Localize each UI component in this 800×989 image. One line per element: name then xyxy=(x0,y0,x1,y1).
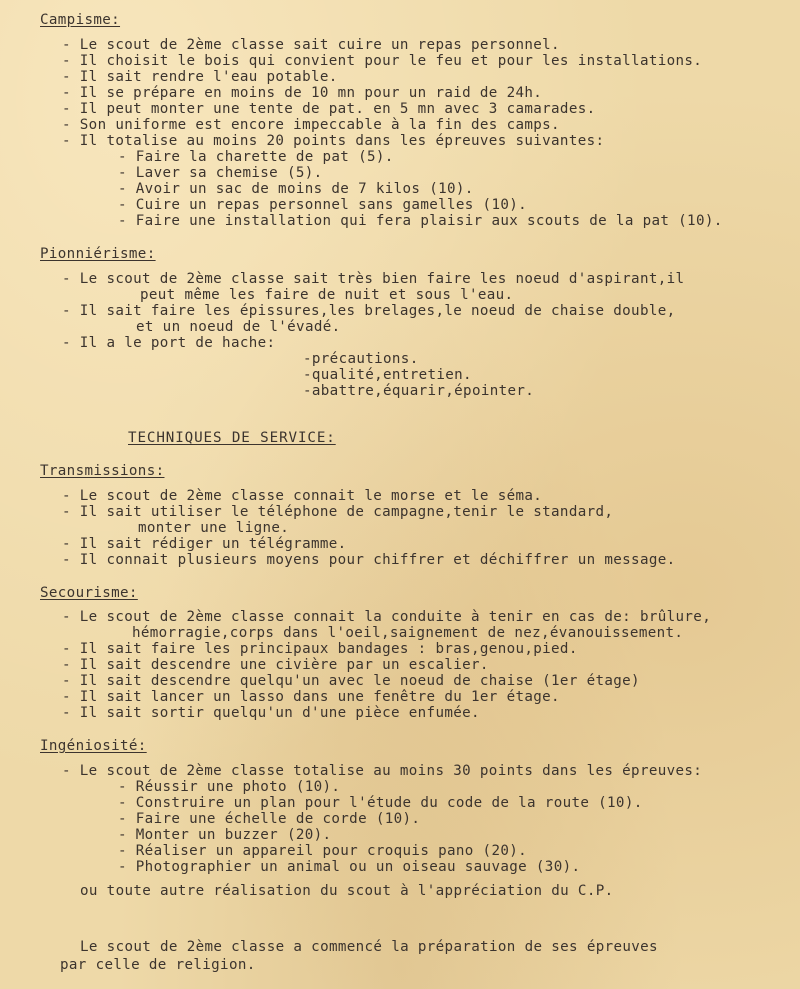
section-heading-transmissions: Transmissions: xyxy=(40,463,165,479)
section-heading-secourisme: Secourisme: xyxy=(40,585,138,601)
closing-paragraph-line: par celle de religion. xyxy=(60,957,256,973)
text-line: - Il connait plusieurs moyens pour chiffrer et déchiffrer un message. xyxy=(62,552,676,568)
text-line: - Faire une échelle de corde (10). xyxy=(118,811,421,827)
section-heading-ingeniosite: Ingéniosité: xyxy=(40,738,147,754)
text-line: -qualité,entretien. xyxy=(303,367,472,383)
text-line: peut même les faire de nuit et sous l'eau. xyxy=(140,287,514,303)
text-line: - Son uniforme est encore impeccable à la fin des camps. xyxy=(62,117,560,133)
text-line: - Il sait descendre une civière par un escalier. xyxy=(62,657,489,673)
text-line: - Il sait sortir quelqu'un d'une pièce enfumée. xyxy=(62,705,480,721)
text-line: - Le scout de 2ème classe sait cuire un repas personnel. xyxy=(62,37,560,53)
text-line: hémorragie,corps dans l'oeil,saignement de nez,évanouissement. xyxy=(132,625,684,641)
text-line: - Il a le port de hache: xyxy=(62,335,276,351)
text-line: - Le scout de 2ème classe connait la conduite à tenir en cas de: brûlure, xyxy=(62,609,712,625)
text-line: - Il sait rédiger un télégramme. xyxy=(62,536,347,552)
text-line: - Il se prépare en moins de 10 mn pour un raid de 24h. xyxy=(62,85,543,101)
text-line: - Le scout de 2ème classe sait très bien faire les noeud d'aspirant,il xyxy=(62,271,685,287)
text-line: - Le scout de 2ème classe totalise au moins 30 points dans les épreuves: xyxy=(62,763,703,779)
text-line: - Il sait utiliser le téléphone de campagne,tenir le standard, xyxy=(62,504,614,520)
text-line: et un noeud de l'évadé. xyxy=(136,319,341,335)
text-line: - Il sait faire les principaux bandages : bras,genou,pied. xyxy=(62,641,578,657)
text-line: - Monter un buzzer (20). xyxy=(118,827,332,843)
text-line: - Réussir une photo (10). xyxy=(118,779,341,795)
text-line: monter une ligne. xyxy=(138,520,290,536)
text-line: - Il choisit le bois qui convient pour le feu et pour les installations. xyxy=(62,53,703,69)
text-line: ou toute autre réalisation du scout à l'appréciation du C.P. xyxy=(80,883,614,899)
text-line: - Il sait lancer un lasso dans une fenêtre du 1er étage. xyxy=(62,689,560,705)
text-line: - Faire la charette de pat (5). xyxy=(118,149,394,165)
text-line: - Il sait descendre quelqu'un avec le noeud de chaise (1er étage) xyxy=(62,673,640,689)
text-line: - Le scout de 2ème classe connait le morse et le séma. xyxy=(62,488,543,504)
section-heading-pionnierisme: Pionniérisme: xyxy=(40,246,156,262)
text-line: - Réaliser un appareil pour croquis pano (20). xyxy=(118,843,528,859)
section-heading-campisme: Campisme: xyxy=(40,12,121,28)
text-line: - Avoir un sac de moins de 7 kilos (10). xyxy=(118,181,474,197)
text-line: - Construire un plan pour l'étude du code de la route (10). xyxy=(118,795,643,811)
text-line: -abattre,équarir,épointer. xyxy=(303,383,535,399)
section-heading-techniques-de-service: TECHNIQUES DE SERVICE: xyxy=(128,430,336,446)
text-line: - Photographier un animal ou un oiseau sauvage (30). xyxy=(118,859,581,875)
text-line: - Il peut monter une tente de pat. en 5 mn avec 3 camarades. xyxy=(62,101,596,117)
text-line: - Laver sa chemise (5). xyxy=(118,165,323,181)
text-line: - Cuire un repas personnel sans gamelles (10). xyxy=(118,197,528,213)
text-line: - Il totalise au moins 20 points dans les épreuves suivantes: xyxy=(62,133,605,149)
text-line: - Il sait faire les épissures,les brelages,le noeud de chaise double, xyxy=(62,303,676,319)
closing-paragraph-line: Le scout de 2ème classe a commencé la préparation de ses épreuves xyxy=(80,939,658,955)
text-line: -précautions. xyxy=(303,351,419,367)
text-line: - Il sait rendre l'eau potable. xyxy=(62,69,338,85)
text-line: - Faire une installation qui fera plaisir aux scouts de la pat (10). xyxy=(118,213,723,229)
